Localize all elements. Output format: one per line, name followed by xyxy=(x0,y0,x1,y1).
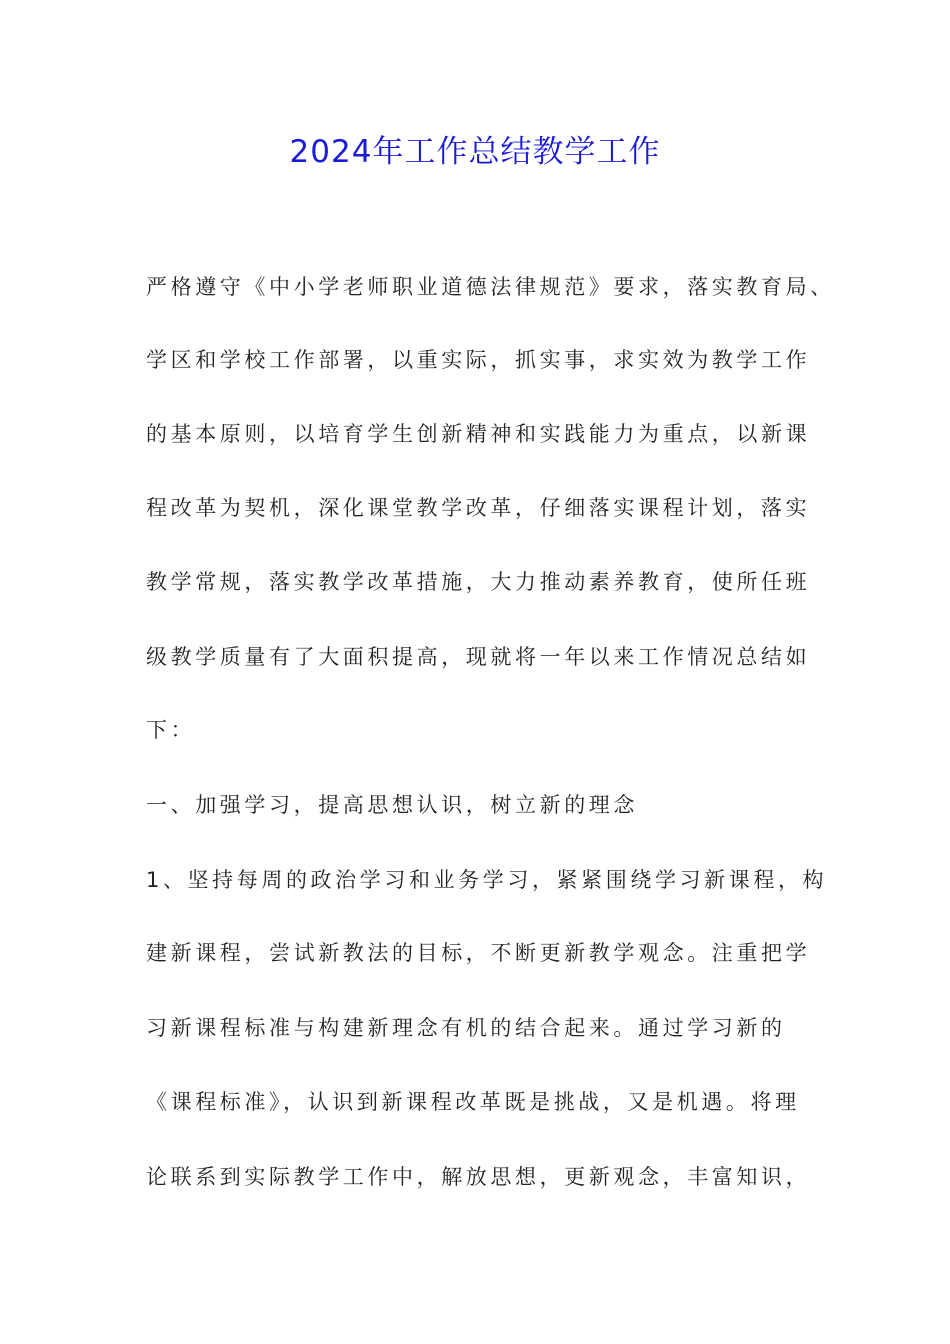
paragraph-line-10: 习新课程标准与构建新理念有机的结合起来。通过学习新的 xyxy=(146,1016,786,1040)
paragraph-line-9: 建新课程，尝试新教法的目标，不断更新教学观念。注重把学 xyxy=(146,941,811,965)
paragraph-line-12: 论联系到实际教学工作中，解放思想，更新观念，丰富知识， xyxy=(146,1165,811,1189)
paragraph-line-8: 1、坚持每周的政治学习和业务学习，紧紧围绕学习新课程，构 xyxy=(146,868,828,892)
paragraph-line-11: 《课程标准》，认识到新课程改革既是挑战，又是机遇。将理 xyxy=(146,1090,800,1114)
paragraph-line-1: 严格遵守《中小学老师职业道德法律规范》要求，落实教育局、 xyxy=(146,275,835,299)
section-heading-1: 一、加强学习，提高思想认识，树立新的理念 xyxy=(146,793,638,817)
paragraph-line-4: 程改革为契机，深化课堂教学改革，仔细落实课程计划，落实 xyxy=(146,496,811,520)
paragraph-line-5: 教学常规，落实教学改革措施，大力推动素养教育，使所任班 xyxy=(146,570,811,594)
document-title: 2024年工作总结教学工作 xyxy=(289,134,661,170)
paragraph-line-3: 的基本原则，以培育学生创新精神和实践能力为重点，以新课 xyxy=(146,422,811,446)
paragraph-line-6: 级教学质量有了大面积提高，现就将一年以来工作情况总结如 xyxy=(146,645,811,669)
paragraph-line-7: 下： xyxy=(146,718,196,742)
paragraph-line-2: 学区和学校工作部署，以重实际，抓实事，求实效为教学工作 xyxy=(146,348,811,372)
